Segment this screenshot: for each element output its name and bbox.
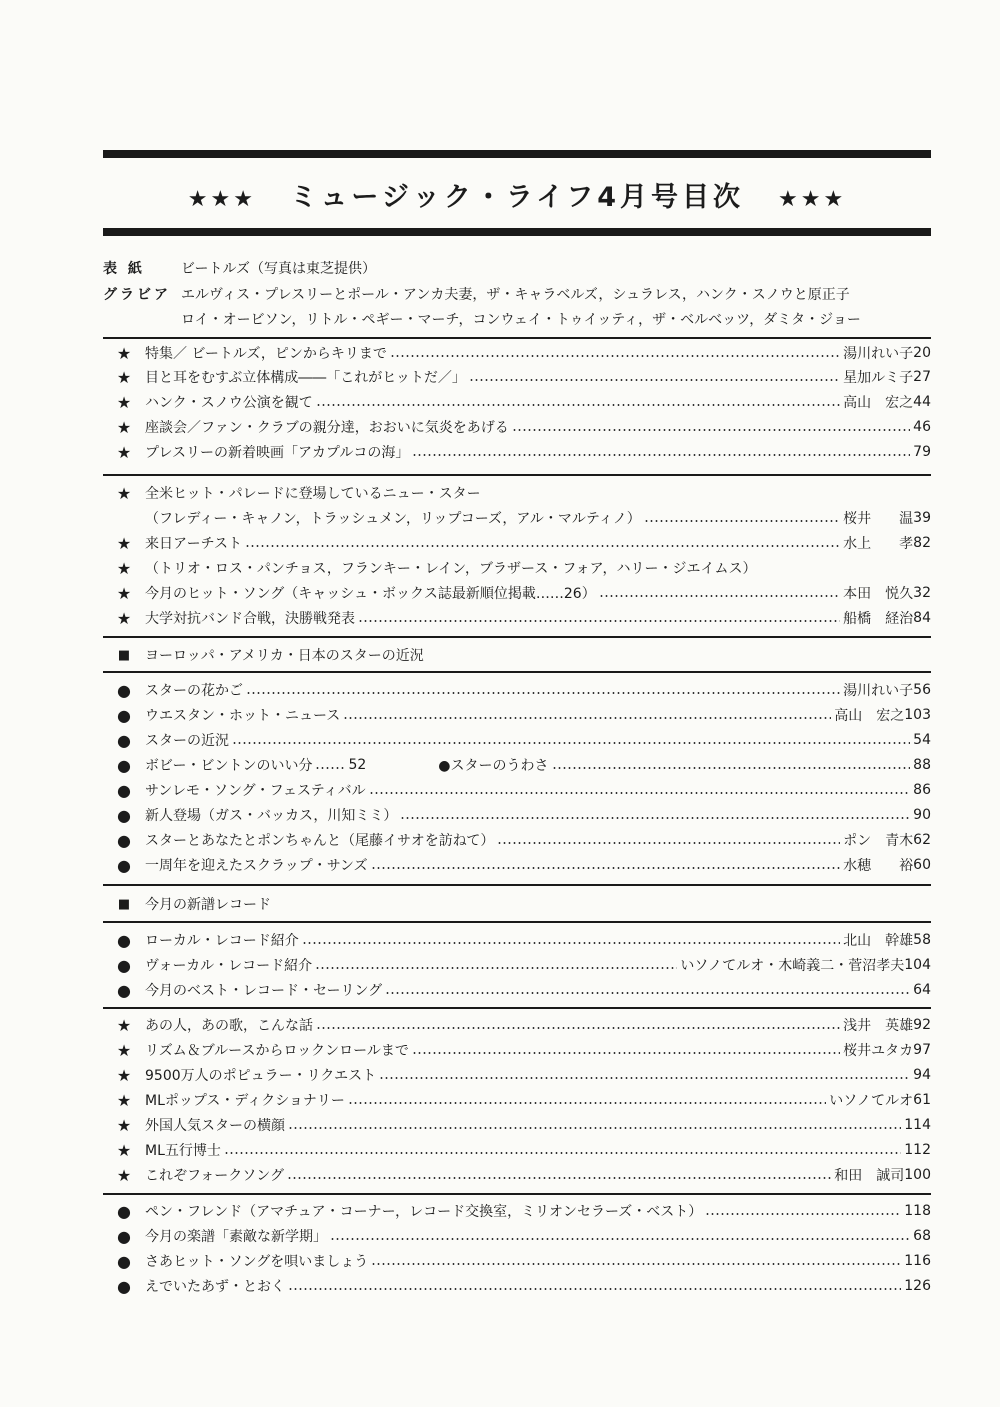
entry-page: 97	[913, 1042, 931, 1058]
entry-page: 90	[913, 807, 931, 823]
toc-entry	[103, 391, 931, 413]
entry-page: 92	[913, 1017, 931, 1033]
star-icon: ★	[116, 1040, 132, 1060]
toc-entry	[103, 366, 931, 388]
entry-title: スターの近況	[145, 733, 229, 749]
dot-leader	[371, 1263, 901, 1265]
entry-page: 39	[913, 510, 931, 526]
dot-leader	[232, 742, 910, 744]
dot-leader	[287, 1177, 831, 1179]
star-icon: ★	[116, 367, 132, 387]
toc-entry	[103, 954, 931, 976]
entry-page: 84	[913, 610, 931, 626]
toc-entry	[103, 582, 931, 604]
bullet-icon: ●	[117, 1251, 131, 1271]
entry-title: リズム＆ブルースからロックンロールまで	[145, 1043, 409, 1059]
dot-leader	[316, 404, 840, 406]
title-stars-right: ★★★	[778, 187, 847, 212]
entry-title: 新人登場（ガス・バッカス，川知ミミ）	[145, 808, 398, 824]
dot-leader	[705, 1213, 901, 1215]
page-title	[103, 175, 931, 215]
dot-leader	[330, 1238, 910, 1240]
toc-entry	[103, 854, 931, 876]
dot-leader	[288, 1127, 901, 1129]
entry-author: 高山 宏之	[843, 395, 914, 411]
dot-leader	[224, 1152, 901, 1154]
section-rule	[103, 884, 931, 886]
dot-leader	[512, 429, 910, 431]
dot-leader	[599, 595, 840, 597]
toc-entry	[103, 1250, 931, 1272]
section-rule	[103, 474, 931, 476]
section-rule	[103, 921, 931, 923]
toc-entry	[103, 1139, 931, 1161]
entry-title: 9500万人のポピュラー・リクエスト	[145, 1068, 377, 1084]
gravure-line-2	[103, 308, 931, 330]
entry-author: 高山 宏之	[834, 708, 905, 724]
entry-title: 今月の楽譜「素敵な新学期」	[145, 1229, 327, 1245]
square-icon: ■	[117, 896, 131, 912]
entry-title: 今月のベスト・レコード・セーリング	[145, 983, 383, 999]
bullet-icon: ●	[117, 730, 131, 750]
star-icon: ★	[116, 1140, 132, 1160]
entry-page: 68	[913, 1228, 931, 1244]
dot-leader	[379, 1077, 910, 1079]
bullet-icon: ●	[117, 830, 131, 850]
dot-leader	[288, 1288, 901, 1290]
dot-leader	[245, 545, 840, 547]
star-icon: ★	[116, 1065, 132, 1085]
cover-line	[103, 257, 931, 279]
toc-entry	[103, 441, 931, 463]
entry-page: 100	[904, 1167, 931, 1183]
toc-entry	[103, 482, 931, 504]
entry-author: 湯川れい子	[843, 346, 914, 362]
entry-page: 114	[904, 1117, 931, 1133]
bullet-icon: ●	[117, 955, 131, 975]
entry-author: 星加ルミ子	[843, 370, 914, 386]
section-rule	[103, 1007, 931, 1009]
toc-entry	[103, 607, 931, 629]
dot-leader	[316, 1027, 840, 1029]
entry-author: 桜井 温	[843, 511, 914, 527]
entry-title: ML五行博士	[145, 1143, 221, 1159]
entry-page: 88	[913, 757, 931, 773]
title-text: ミュージック・ライフ4月号目次	[289, 182, 745, 213]
dot-leader	[315, 767, 345, 769]
entry-title: ヴォーカル・レコード紹介	[145, 958, 313, 974]
entry-page: 79	[913, 444, 931, 460]
dot-leader	[497, 842, 840, 844]
star-icon: ★	[116, 558, 132, 578]
entry-title: これぞフォークソング	[145, 1168, 285, 1184]
entry-page: 54	[913, 732, 931, 748]
toc-entry	[103, 532, 931, 554]
toc-entry	[103, 416, 931, 438]
entry-author: いソノてルオ・木崎義二・菅沼孝夫	[680, 958, 905, 974]
entry-page: 118	[904, 1203, 931, 1219]
toc-entry	[103, 507, 931, 529]
entry-title: 一周年を迎えたスクラップ・サンズ	[145, 858, 368, 874]
gravure-text-2: ロイ・オービソン，リトル・ペギー・マーチ，コンウェイ・トゥイッティ，ザ・ベルベッツ，ダミタ・ジョー	[181, 312, 861, 328]
entry-page: 27	[913, 369, 931, 385]
star-icon: ★	[116, 442, 132, 462]
entry-title: 外国人気スターの横顔	[145, 1118, 285, 1134]
toc-entry	[103, 1039, 931, 1061]
entry-author: 湯川れい子	[843, 683, 914, 699]
star-icon: ★	[116, 483, 132, 503]
toc-entry	[103, 1014, 931, 1036]
entry-page: 103	[904, 707, 931, 723]
star-icon: ★	[116, 1015, 132, 1035]
dot-leader	[348, 1102, 826, 1104]
toc-entry	[103, 704, 931, 726]
toc-entry	[103, 1089, 931, 1111]
bullet-icon: ●	[117, 1226, 131, 1246]
entry-title: ウエスタン・ホット・ニュース	[145, 708, 341, 724]
toc-entry	[103, 1200, 931, 1222]
entry-author: 桜井ユタカ	[843, 1043, 914, 1059]
dot-leader	[412, 454, 910, 456]
bullet-icon: ●	[117, 930, 131, 950]
entry-title: あの人，あの歌，こんな話	[145, 1018, 313, 1034]
entry-page: 62	[913, 832, 931, 848]
dot-leader	[358, 620, 840, 622]
cover-label: 表 紙	[103, 261, 145, 277]
entry-title: ●スターのうわさ	[438, 758, 549, 774]
entry-page: 60	[913, 857, 931, 873]
entry-title: 来日アーチスト	[145, 536, 243, 552]
star-icon: ★	[116, 392, 132, 412]
entry-page: 52	[348, 757, 367, 773]
dot-leader	[412, 1052, 840, 1054]
entry-title: 全米ヒット・パレードに登場しているニュー・スター	[145, 486, 481, 502]
entry-author: 和田 誠司	[834, 1168, 905, 1184]
toc-entry	[103, 1275, 931, 1297]
entry-page: 126	[904, 1278, 931, 1294]
gravure-text-1: エルヴィス・プレスリーとポール・アンカ夫妻，ザ・キャラベルズ，シュラレス，ハンク・スノウと原正子	[181, 287, 850, 303]
entry-title: スターの花かご	[145, 683, 243, 699]
toc-entry	[103, 979, 931, 1001]
entry-title: さあヒット・ソングを唄いましょう	[145, 1254, 369, 1270]
section-heading	[103, 893, 931, 915]
star-icon: ★	[116, 533, 132, 553]
star-icon: ★	[116, 1115, 132, 1135]
toc-entry	[103, 1225, 931, 1247]
bullet-icon: ●	[117, 705, 131, 725]
entry-author: 北山 幹雄	[843, 933, 914, 949]
star-icon: ★	[116, 583, 132, 603]
bullet-icon: ●	[117, 680, 131, 700]
bullet-icon: ●	[117, 780, 131, 800]
entry-page: 94	[913, 1067, 931, 1083]
dot-leader	[246, 692, 840, 694]
entry-title: MLポップス・ディクショナリー	[145, 1093, 345, 1109]
entry-title: ハンク・スノウ公演を観て	[145, 395, 313, 411]
gravure-line	[103, 283, 931, 305]
dot-leader	[343, 717, 831, 719]
section-heading	[103, 644, 931, 666]
cover-text: ビートルズ（写真は東芝提供）	[181, 261, 377, 277]
entry-title: ボビー・ビントンのいい分	[145, 758, 313, 774]
star-icon: ★	[116, 608, 132, 628]
section-rule	[103, 1193, 931, 1195]
toc-entry	[103, 779, 931, 801]
dot-leader	[400, 817, 910, 819]
section-heading-text: 今月の新譜レコード	[145, 897, 271, 913]
entry-author: ポン 青木	[843, 833, 914, 849]
entry-page: 104	[904, 957, 931, 973]
entry-title: （フレディー・キャノン，トラッシュメン，リップコーズ，アル・マルティノ）	[145, 511, 641, 527]
entry-title: 大学対抗バンド合戦，決勝戦発表	[145, 611, 355, 627]
bullet-icon: ●	[117, 980, 131, 1000]
dot-leader	[644, 520, 840, 522]
entry-page: 20	[913, 345, 931, 361]
toc-entry	[103, 729, 931, 751]
star-icon: ★	[116, 343, 132, 363]
entry-author: 水穂 裕	[843, 858, 914, 874]
section-rule	[103, 337, 931, 339]
entry-page: 58	[913, 932, 931, 948]
entry-page: 32	[913, 585, 931, 601]
entry-title: 目と耳をむすぶ立体構成――「これがヒットだ／」	[145, 370, 466, 386]
toc-entry	[103, 679, 931, 701]
dot-leader	[302, 942, 840, 944]
section-rule	[103, 636, 931, 638]
entry-page: 56	[913, 682, 931, 698]
entry-title: （トリオ・ロス・パンチョス，フランキー・レイン，ブラザース・フォア，ハリー・ジエイムス）	[145, 561, 757, 577]
section-rule	[103, 671, 931, 673]
dot-leader	[371, 867, 841, 869]
dot-leader	[552, 767, 911, 769]
square-icon: ■	[117, 647, 131, 663]
bullet-icon: ●	[117, 1276, 131, 1296]
toc-entry	[103, 1114, 931, 1136]
toc-entry	[103, 804, 931, 826]
toc-entry	[103, 342, 931, 364]
toc-entry-split	[103, 754, 931, 776]
entry-author: 浅井 英雄	[843, 1018, 914, 1034]
entry-title: プレスリーの新着映画「アカプルコの海」	[145, 445, 410, 461]
bullet-icon: ●	[117, 755, 131, 775]
entry-title: 今月のヒット・ソング（キャッシュ・ボックス誌最新順位掲載……26）	[145, 586, 596, 602]
bullet-icon: ●	[117, 1201, 131, 1221]
section-heading-text: ヨーロッパ・アメリカ・日本のスターの近況	[145, 648, 424, 664]
entry-title: 座談会／ファン・クラブの親分達，おおいに気炎をあげる	[145, 420, 509, 436]
title-bottom-rule	[103, 228, 931, 236]
entry-title: サンレモ・ソング・フェスティバル	[145, 783, 366, 799]
dot-leader	[315, 967, 677, 969]
entry-author: いソノてルオ	[829, 1093, 914, 1109]
star-icon: ★	[116, 417, 132, 437]
entry-page: 46	[913, 419, 931, 435]
title-stars-left: ★★★	[187, 187, 256, 212]
entry-author: 本田 悦久	[843, 586, 914, 602]
toc-entry	[103, 1164, 931, 1186]
entry-page: 44	[913, 394, 931, 410]
star-icon: ★	[116, 1090, 132, 1110]
toc-entry	[103, 557, 931, 579]
toc-entry	[103, 1064, 931, 1086]
entry-title: 特集／ ビートルズ，ピンからキリまで	[145, 346, 387, 362]
bullet-icon: ●	[117, 855, 131, 875]
entry-title: えでいたあず・とおく	[145, 1279, 285, 1295]
toc-entry	[103, 829, 931, 851]
entry-title: ローカル・レコード紹介	[145, 933, 299, 949]
entry-title: スターとあなたとポンちゃんと（尾藤イサオを訪ねて）	[145, 833, 495, 849]
gravure-label: グラビア	[103, 287, 171, 303]
entry-author: 水上 孝	[843, 536, 914, 552]
entry-page: 116	[904, 1253, 931, 1269]
entry-page: 82	[913, 535, 931, 551]
dot-leader	[369, 792, 911, 794]
toc-entry	[103, 929, 931, 951]
entry-page: 86	[913, 782, 931, 798]
entry-author: 船橋 経治	[843, 611, 914, 627]
top-rule	[103, 150, 931, 158]
entry-page: 64	[913, 982, 931, 998]
entry-title: ペン・フレンド（アマチュア・コーナー，レコード交換室，ミリオンセラーズ・ベスト）	[145, 1204, 703, 1220]
entry-page: 112	[904, 1142, 931, 1158]
dot-leader	[390, 355, 840, 357]
bullet-icon: ●	[117, 805, 131, 825]
dot-leader	[469, 379, 840, 381]
entry-page: 61	[913, 1092, 931, 1108]
dot-leader	[385, 992, 910, 994]
star-icon: ★	[116, 1165, 132, 1185]
